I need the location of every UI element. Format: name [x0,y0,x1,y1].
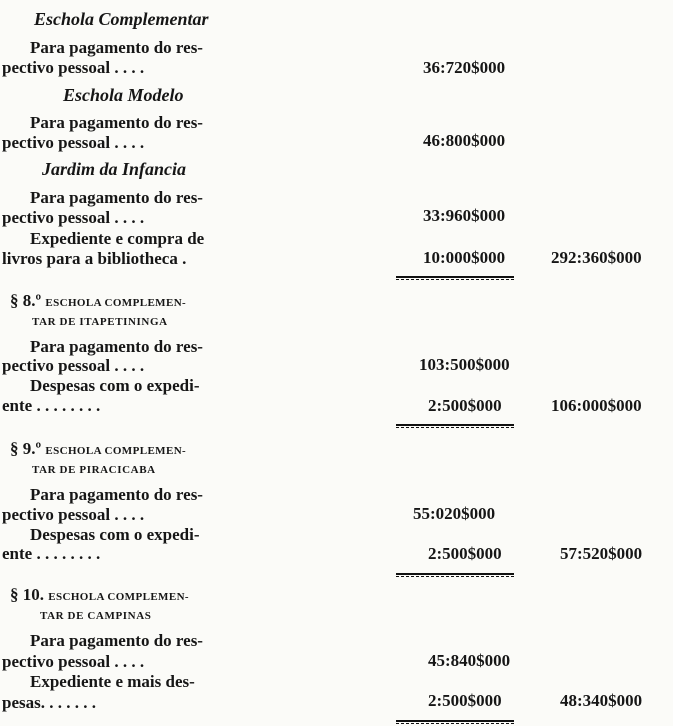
item-line: Expediente e mais des- [30,672,195,691]
section-title: ESCHOLA COMPLEMEN- [45,445,187,457]
section-number: § 8.º [10,291,42,310]
section-title-cont: TAR DE PIRACICABA [32,464,156,476]
item-line: livros para a bibliotheca . [2,249,187,268]
item-line: ente . . . . . . . . [2,396,101,415]
section-title-cont: TAR DE CAMPINAS [40,610,152,622]
amount: 33:960$000 [423,206,506,225]
section-10-heading [10,586,189,606]
section-8-heading [10,292,186,312]
item-line: pectivo pessoal . . . . [2,652,145,671]
item-line: ente . . . . . . . . [2,544,101,563]
heading-eschola-complementar: Eschola Complementar [34,9,209,29]
section-title: ESCHOLA COMPLEMEN- [48,591,189,603]
item-line: pesas. . . . . . . [2,693,96,712]
item-line: pectivo pessoal . . . . [2,133,145,152]
item-line: pectivo pessoal . . . . [2,356,145,375]
item-line: Expediente e compra de [30,229,205,248]
item-line: pectivo pessoal . . . . [2,505,145,524]
item-line: Para pagamento do res- [30,113,203,132]
item-line: pectivo pessoal . . . . [2,58,145,77]
total-amount: 48:340$000 [560,691,643,710]
sum-rule [396,276,514,278]
total-amount: 57:520$000 [560,544,643,563]
item-line: pectivo pessoal . . . . [2,208,145,227]
total-amount: 292:360$000 [551,248,642,267]
amount: 45:840$000 [428,651,511,670]
item-line: Despesas com o expedi- [30,525,200,544]
item-line: Para pagamento do res- [30,337,203,356]
total-amount: 106:000$000 [551,396,642,415]
item-line: Para pagamento do res- [30,485,203,504]
heading-jardim-infancia: Jardim da Infancia [42,159,187,179]
section-number: § 10. [10,585,44,604]
item-line: Para pagamento do res- [30,38,203,57]
heading-eschola-modelo: Eschola Modelo [63,85,184,105]
amount: 36:720$000 [423,58,506,77]
amount: 2:500$000 [428,691,502,710]
amount: 103:500$000 [419,355,510,374]
item-line: Para pagamento do res- [30,631,203,650]
item-line: Despesas com o expedi- [30,376,200,395]
item-line: Para pagamento do res- [30,188,203,207]
section-9-heading [10,440,186,460]
sum-rule [396,573,514,575]
amount: 55:020$000 [413,504,496,523]
sum-rule [396,424,514,426]
section-title-cont: TAR DE ITAPETININGA [32,316,168,328]
amount: 46:800$000 [423,131,506,150]
sum-rule [396,720,514,722]
section-title: ESCHOLA COMPLEMEN- [45,297,187,309]
section-number: § 9.º [10,439,42,458]
amount: 2:500$000 [428,544,502,563]
amount: 2:500$000 [428,396,502,415]
amount: 10:000$000 [423,248,506,267]
